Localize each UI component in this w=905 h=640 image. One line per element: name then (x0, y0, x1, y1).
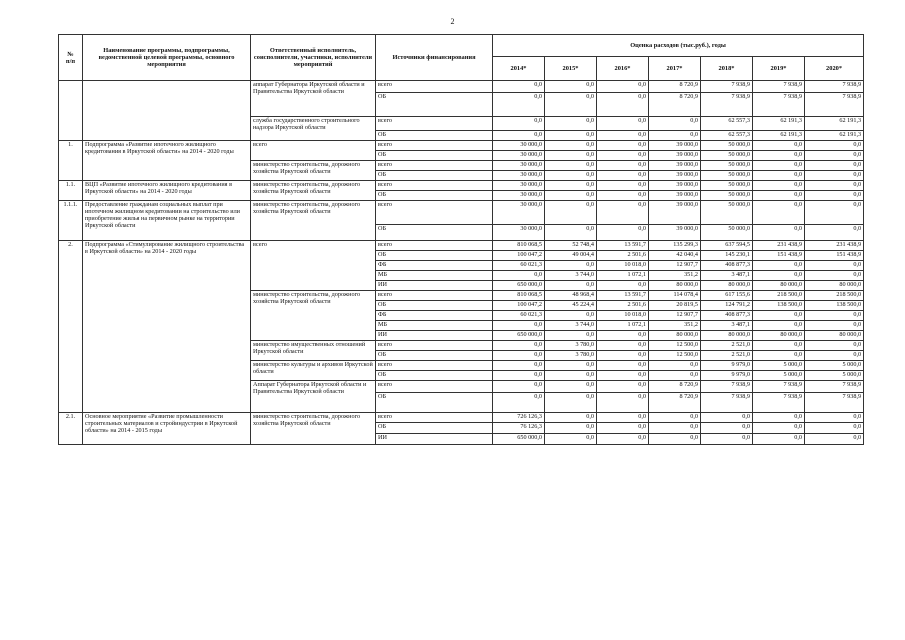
expense-value: 5 000,0 (753, 371, 805, 381)
funding-source: всего (376, 361, 493, 371)
expense-value: 7 938,9 (701, 393, 753, 413)
table-row (59, 141, 864, 151)
header-executor: Ответственный исполнитель, соисполнители, участники, исполнители мероприятий (251, 35, 376, 81)
expense-value: 12 907,7 (649, 311, 701, 321)
executor: Аппарат Губернатора Иркутской области и Правительства Иркутской области (251, 381, 376, 413)
expense-value: 0,0 (545, 191, 597, 201)
expense-value: 0,0 (493, 271, 545, 281)
expense-value: 0,0 (805, 341, 864, 351)
expense-value: 30 000,0 (493, 141, 545, 151)
expense-value: 0,0 (805, 261, 864, 271)
expense-value: 80 000,0 (753, 331, 805, 341)
expense-value: 13 591,7 (597, 241, 649, 251)
expense-value: 0,0 (545, 161, 597, 171)
expense-value: 0,0 (753, 311, 805, 321)
expense-value: 231 438,9 (753, 241, 805, 251)
expense-value: 0,0 (597, 341, 649, 351)
expense-value: 0,0 (805, 434, 864, 445)
expense-value: 60 021,3 (493, 261, 545, 271)
program-name: ВЦП «Развитие ипотечного жилищного кредитования в Иркутской области» на 2014 - 2020 годы (83, 181, 251, 201)
funding-source: всего (376, 413, 493, 423)
expense-value: 124 791,2 (701, 301, 753, 311)
expense-value: 7 938,9 (805, 93, 864, 117)
expense-value: 9 979,0 (701, 361, 753, 371)
expense-value: 218 500,0 (753, 291, 805, 301)
expense-value: 0,0 (597, 117, 649, 131)
expense-value: 12 500,0 (649, 351, 701, 361)
funding-source: всего (376, 201, 493, 225)
expense-value: 0,0 (701, 434, 753, 445)
expense-value: 0,0 (805, 311, 864, 321)
expense-value: 39 000,0 (649, 225, 701, 241)
expense-value: 650 000,0 (493, 434, 545, 445)
expense-value: 0,0 (597, 413, 649, 423)
expense-value: 0,0 (545, 311, 597, 321)
expense-value: 408 877,3 (701, 261, 753, 271)
expense-value: 2 501,6 (597, 251, 649, 261)
expense-value: 351,2 (649, 321, 701, 331)
expense-value: 650 000,0 (493, 281, 545, 291)
expense-value: 0,0 (805, 423, 864, 434)
expense-value: 8 720,9 (649, 381, 701, 393)
expense-value: 135 299,3 (649, 241, 701, 251)
executor: министерство строительства, дорожного хозяйства Иркутской области (251, 161, 376, 181)
expense-value: 50 000,0 (701, 141, 753, 151)
funding-source: всего (376, 381, 493, 393)
executor: министерство строительства, дорожного хозяйства Иркутской области (251, 201, 376, 241)
expense-value: 39 000,0 (649, 191, 701, 201)
funding-source: ОБ (376, 351, 493, 361)
expense-value: 0,0 (805, 225, 864, 241)
expense-value: 62 191,3 (753, 117, 805, 131)
program-name: Основное мероприятие «Развитие промышленности строительных материалов и стройиндустрии в Иркутской области» на 2014 - 2015 годы (83, 413, 251, 445)
expense-value: 100 047,2 (493, 251, 545, 261)
expense-value: 8 720,9 (649, 393, 701, 413)
expense-value: 30 000,0 (493, 161, 545, 171)
expense-value: 80 000,0 (701, 331, 753, 341)
expense-value: 0,0 (597, 351, 649, 361)
expense-value: 0,0 (753, 151, 805, 161)
expense-value: 80 000,0 (649, 281, 701, 291)
expense-value: 0,0 (597, 171, 649, 181)
executor: министерство строительства, дорожного хозяйства Иркутской области (251, 413, 376, 445)
expense-value: 0,0 (493, 381, 545, 393)
expense-value: 0,0 (753, 321, 805, 331)
program-name: Предоставление гражданам социальных выплат при ипотечном жилищном кредитовании на строительство или приобретение жилья на первичном рынке на территории Иркутской области (83, 201, 251, 241)
expense-value: 0,0 (493, 393, 545, 413)
funding-source: всего (376, 117, 493, 131)
expense-value: 0,0 (597, 281, 649, 291)
expense-value: 0,0 (753, 161, 805, 171)
expense-value: 7 938,9 (701, 381, 753, 393)
expense-value: 0,0 (805, 351, 864, 361)
executor: аппарат Губернатора Иркутской области и Правительства Иркутской области (251, 81, 376, 117)
table-row (59, 181, 864, 191)
program-name (83, 81, 251, 141)
funding-source: всего (376, 141, 493, 151)
expense-value: 0,0 (597, 393, 649, 413)
expense-value: 30 000,0 (493, 201, 545, 225)
expense-value: 0,0 (597, 381, 649, 393)
expense-value: 0,0 (649, 434, 701, 445)
expense-value: 50 000,0 (701, 181, 753, 191)
expense-value: 1 072,1 (597, 271, 649, 281)
header-year: 2018* (701, 57, 753, 81)
expense-value: 0,0 (545, 281, 597, 291)
funding-source: ОБ (376, 93, 493, 117)
expense-value: 30 000,0 (493, 191, 545, 201)
expense-value: 3 744,0 (545, 271, 597, 281)
funding-source: ОБ (376, 251, 493, 261)
expense-value: 0,0 (545, 151, 597, 161)
expense-value: 60 021,3 (493, 311, 545, 321)
expense-value: 138 500,0 (805, 301, 864, 311)
expense-value: 0,0 (545, 117, 597, 131)
expense-value: 8 720,9 (649, 81, 701, 93)
expense-value: 0,0 (597, 225, 649, 241)
expense-value: 0,0 (649, 131, 701, 141)
expense-value: 0,0 (805, 413, 864, 423)
funding-source: всего (376, 241, 493, 251)
table-row (59, 413, 864, 423)
expense-value: 39 000,0 (649, 171, 701, 181)
funding-source: ОБ (376, 423, 493, 434)
expense-value: 5 000,0 (805, 371, 864, 381)
expense-value: 80 000,0 (649, 331, 701, 341)
header-source: Источники финансирования (376, 35, 493, 81)
funding-source: ОБ (376, 301, 493, 311)
expense-value: 0,0 (701, 413, 753, 423)
expense-value: 0,0 (649, 423, 701, 434)
expense-value: 30 000,0 (493, 225, 545, 241)
expense-value: 8 720,9 (649, 93, 701, 117)
expense-value: 0,0 (597, 201, 649, 225)
expense-value: 0,0 (753, 423, 805, 434)
funding-source: ИИ (376, 331, 493, 341)
expense-value: 1 072,1 (597, 321, 649, 331)
expense-value: 50 000,0 (701, 161, 753, 171)
expense-value: 0,0 (753, 171, 805, 181)
expense-value: 13 591,7 (597, 291, 649, 301)
expense-value: 49 004,4 (545, 251, 597, 261)
expense-value: 0,0 (805, 141, 864, 151)
expense-value: 145 230,1 (701, 251, 753, 261)
expense-value: 0,0 (545, 434, 597, 445)
expense-value: 62 191,3 (805, 131, 864, 141)
funding-source: ОБ (376, 171, 493, 181)
expense-value: 76 126,3 (493, 423, 545, 434)
expense-value: 0,0 (545, 181, 597, 191)
executor: служба государственного строительного надзора Иркутской области (251, 117, 376, 141)
funding-source: всего (376, 81, 493, 93)
expense-value: 0,0 (805, 171, 864, 181)
expense-value: 0,0 (649, 413, 701, 423)
expense-value: 0,0 (545, 371, 597, 381)
expense-value: 62 557,3 (701, 117, 753, 131)
table-row (59, 201, 864, 225)
expense-value: 7 938,9 (753, 381, 805, 393)
expense-value: 0,0 (753, 191, 805, 201)
row-number: 2.1. (59, 413, 83, 445)
executor: министерство строительства, дорожного хозяйства Иркутской области (251, 291, 376, 341)
expense-value: 810 068,5 (493, 291, 545, 301)
expense-value: 7 938,9 (701, 81, 753, 93)
expense-value: 0,0 (805, 201, 864, 225)
executor: министерство культуры и архивов Иркутской области (251, 361, 376, 381)
expense-value: 0,0 (545, 171, 597, 181)
expense-value: 62 191,3 (753, 131, 805, 141)
funding-source: ИИ (376, 434, 493, 445)
expense-value: 100 047,2 (493, 301, 545, 311)
table-row (59, 241, 864, 251)
expense-value: 0,0 (753, 261, 805, 271)
expense-value: 617 155,6 (701, 291, 753, 301)
header-name: Наименование программы, подпрограммы, ведомственной целевой программы, основного мероприятия (83, 35, 251, 81)
expense-value: 0,0 (753, 225, 805, 241)
funding-source: ОБ (376, 393, 493, 413)
table-row (59, 81, 864, 93)
expense-value: 0,0 (597, 434, 649, 445)
expense-value: 80 000,0 (805, 281, 864, 291)
expense-value: 0,0 (753, 181, 805, 191)
expense-value: 0,0 (493, 351, 545, 361)
program-name: Подпрограмма «Стимулирование жилищного строительства в Иркутской области» на 2014 - 2020 годы (83, 241, 251, 413)
expense-value: 0,0 (545, 413, 597, 423)
expense-value: 50 000,0 (701, 225, 753, 241)
expense-value: 7 938,9 (805, 81, 864, 93)
expense-value: 7 938,9 (753, 393, 805, 413)
expense-value: 0,0 (597, 81, 649, 93)
expense-value: 39 000,0 (649, 151, 701, 161)
expense-value: 42 040,4 (649, 251, 701, 261)
executor: всего (251, 241, 376, 291)
expense-value: 0,0 (597, 141, 649, 151)
expense-value: 0,0 (545, 423, 597, 434)
expense-value: 0,0 (753, 341, 805, 351)
expense-value: 52 748,4 (545, 241, 597, 251)
expense-value: 0,0 (545, 81, 597, 93)
expense-value: 39 000,0 (649, 141, 701, 151)
expense-value: 30 000,0 (493, 171, 545, 181)
expense-value: 0,0 (545, 381, 597, 393)
expense-value: 0,0 (597, 331, 649, 341)
header-year: 2019* (753, 57, 805, 81)
expense-value: 0,0 (597, 423, 649, 434)
page-number: 2 (450, 17, 455, 26)
expense-value: 0,0 (545, 393, 597, 413)
expense-value: 0,0 (753, 141, 805, 151)
row-number: 2. (59, 241, 83, 413)
expense-value: 10 018,0 (597, 311, 649, 321)
expense-value: 2 501,6 (597, 301, 649, 311)
expense-value: 0,0 (493, 321, 545, 331)
row-number: 1.1. (59, 181, 83, 201)
expense-value: 650 000,0 (493, 331, 545, 341)
expense-value: 3 744,0 (545, 321, 597, 331)
expense-value: 80 000,0 (753, 281, 805, 291)
expense-value: 12 500,0 (649, 341, 701, 351)
expense-value: 7 938,9 (753, 93, 805, 117)
expense-value: 0,0 (493, 93, 545, 117)
expense-value: 0,0 (493, 81, 545, 93)
expense-value: 12 907,7 (649, 261, 701, 271)
expense-value: 5 000,0 (753, 361, 805, 371)
expense-value: 0,0 (545, 361, 597, 371)
expense-value: 231 438,9 (805, 241, 864, 251)
expense-value: 0,0 (649, 371, 701, 381)
expense-value: 80 000,0 (805, 331, 864, 341)
expense-value: 80 000,0 (701, 281, 753, 291)
expense-value: 138 500,0 (753, 301, 805, 311)
expense-value: 62 557,3 (701, 131, 753, 141)
expense-value: 0,0 (805, 191, 864, 201)
expense-value: 30 000,0 (493, 181, 545, 191)
expense-value: 0,0 (805, 321, 864, 331)
expense-value: 50 000,0 (701, 201, 753, 225)
funding-source: всего (376, 291, 493, 301)
header-year: 2015* (545, 57, 597, 81)
expense-value: 50 000,0 (701, 171, 753, 181)
header-estimate: Оценка расходов (тыс.руб.), годы (493, 35, 864, 57)
expense-value: 7 938,9 (805, 381, 864, 393)
expenditure-table (58, 34, 864, 445)
executor: министерство строительства, дорожного хозяйства Иркутской области (251, 181, 376, 201)
expense-value: 0,0 (649, 361, 701, 371)
expense-value: 50 000,0 (701, 191, 753, 201)
expense-value: 7 938,9 (753, 81, 805, 93)
expense-value: 0,0 (805, 161, 864, 171)
expense-value: 3 780,0 (545, 351, 597, 361)
expense-value: 0,0 (597, 161, 649, 171)
expense-value: 0,0 (545, 201, 597, 225)
funding-source: ФБ (376, 311, 493, 321)
expense-value: 0,0 (805, 151, 864, 161)
header-no: № п/п (59, 35, 83, 81)
expense-value: 0,0 (597, 131, 649, 141)
expense-value: 39 000,0 (649, 181, 701, 191)
expense-value: 0,0 (493, 361, 545, 371)
expense-value: 0,0 (753, 351, 805, 361)
expense-value: 151 438,9 (805, 251, 864, 261)
funding-source: ИИ (376, 281, 493, 291)
expense-value: 0,0 (493, 131, 545, 141)
funding-source: МБ (376, 271, 493, 281)
header-year: 2014* (493, 57, 545, 81)
funding-source: МБ (376, 321, 493, 331)
expense-value: 0,0 (597, 191, 649, 201)
funding-source: ОБ (376, 371, 493, 381)
funding-source: ОБ (376, 191, 493, 201)
expense-value: 218 500,0 (805, 291, 864, 301)
funding-source: ОБ (376, 225, 493, 241)
funding-source: всего (376, 161, 493, 171)
expense-value: 45 224,4 (545, 301, 597, 311)
expense-value: 30 000,0 (493, 151, 545, 161)
expense-value: 5 000,0 (805, 361, 864, 371)
header-year: 2016* (597, 57, 649, 81)
expense-value: 0,0 (701, 423, 753, 434)
expense-value: 20 819,5 (649, 301, 701, 311)
expense-value: 0,0 (545, 331, 597, 341)
funding-source: всего (376, 181, 493, 191)
expense-value: 39 000,0 (649, 201, 701, 225)
expense-value: 726 126,3 (493, 413, 545, 423)
expense-value: 0,0 (493, 341, 545, 351)
row-number (59, 81, 83, 141)
expense-value: 3 780,0 (545, 341, 597, 351)
expense-value: 0,0 (597, 93, 649, 117)
expense-value: 0,0 (805, 181, 864, 191)
expense-value: 7 938,9 (701, 93, 753, 117)
expense-value: 0,0 (493, 117, 545, 131)
expense-value: 0,0 (805, 271, 864, 281)
expense-value: 48 968,4 (545, 291, 597, 301)
expense-value: 114 078,4 (649, 291, 701, 301)
expense-value: 0,0 (545, 93, 597, 117)
funding-source: ОБ (376, 131, 493, 141)
expense-value: 62 191,3 (805, 117, 864, 131)
expense-value: 637 594,5 (701, 241, 753, 251)
expense-value: 0,0 (545, 261, 597, 271)
expense-value: 0,0 (597, 151, 649, 161)
expense-value: 7 938,9 (805, 393, 864, 413)
funding-source: ОБ (376, 151, 493, 161)
expense-value: 0,0 (753, 271, 805, 281)
expense-value: 10 018,0 (597, 261, 649, 271)
expense-value: 0,0 (649, 117, 701, 131)
expense-value: 0,0 (597, 371, 649, 381)
expense-value: 351,2 (649, 271, 701, 281)
expense-value: 0,0 (753, 413, 805, 423)
row-number: 1. (59, 141, 83, 181)
expense-value: 0,0 (545, 141, 597, 151)
expense-value: 0,0 (753, 201, 805, 225)
expense-value: 0,0 (597, 361, 649, 371)
expense-value: 0,0 (545, 131, 597, 141)
expense-value: 408 877,3 (701, 311, 753, 321)
funding-source: всего (376, 341, 493, 351)
expense-value: 2 521,0 (701, 351, 753, 361)
expense-value: 39 000,0 (649, 161, 701, 171)
expense-value: 3 487,1 (701, 271, 753, 281)
program-name: Подпрограмма «Развитие ипотечного жилищного кредитования в Иркутской области» на 2014 - 2020 годы (83, 141, 251, 181)
expense-value: 0,0 (493, 371, 545, 381)
expense-value: 0,0 (545, 225, 597, 241)
expense-value: 50 000,0 (701, 151, 753, 161)
header-year: 2020* (805, 57, 864, 81)
expense-value: 2 521,0 (701, 341, 753, 351)
expense-value: 810 068,5 (493, 241, 545, 251)
executor: министерство имущественных отношений Иркутской области (251, 341, 376, 361)
expense-value: 0,0 (597, 181, 649, 191)
executor: всего (251, 141, 376, 161)
expense-value: 0,0 (753, 434, 805, 445)
row-number: 1.1.1. (59, 201, 83, 241)
funding-source: ФБ (376, 261, 493, 271)
expense-value: 9 979,0 (701, 371, 753, 381)
header-year: 2017* (649, 57, 701, 81)
expense-value: 3 487,1 (701, 321, 753, 331)
expense-value: 151 438,9 (753, 251, 805, 261)
